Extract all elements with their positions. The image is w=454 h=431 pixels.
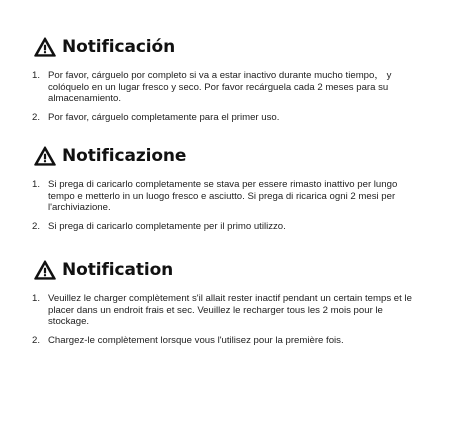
item-text: Si prega di caricarlo completamente se stava per essere rimasto inattivo per lungo tempo e metterlo in un luogo fresco e asciutto. Si prega di ricarica ogni 2 mesi per l'archiviazione. [48,179,398,214]
list-item [32,112,424,124]
item-text: Por favor, cárguelo completamente para el primer uso. [48,111,280,123]
warning-icon [34,146,56,166]
section-heading [34,145,424,167]
list-item [32,293,424,328]
notes-list [32,70,424,123]
notes-list [32,293,424,346]
section-heading [34,259,424,281]
section-italian [32,145,424,239]
section-title: Notificazione [62,146,187,166]
warning-icon [34,37,56,57]
item-number: 2. [32,111,41,123]
section-title: Notificación [62,37,176,57]
item-number: 1. [32,70,41,81]
item-number: 1. [32,293,41,304]
item-text: Veuillez le charger complètement s'il allait rester inactif pendant un certain temps et le placer dans un endroit frais et sec. Veuillez le recharger tous les 2 mois pour le stockage. [48,293,412,328]
section-spanish [32,36,424,130]
item-text: Si prega di caricarlo completamente per il primo utilizzo. [48,220,286,232]
notes-list [32,179,424,232]
item-text: Chargez-le complètement lorsque vous l'utilisez pour la première fois. [48,334,344,346]
section-french [32,259,424,353]
section-title: Notification [62,260,174,280]
item-text: Por favor, cárguelo por completo si va a estar inactivo durante mucho tiempo， y colóquelo en un lugar fresco y seco. Por favor recárguela cada 2 meses para su almacenamiento. [48,70,392,105]
section-heading [34,36,424,58]
item-number: 2. [32,220,41,232]
item-number: 1. [32,179,41,190]
list-item [32,70,424,105]
list-item [32,335,424,347]
list-item [32,221,424,233]
item-number: 2. [32,334,41,346]
warning-icon [34,260,56,280]
list-item [32,179,424,214]
